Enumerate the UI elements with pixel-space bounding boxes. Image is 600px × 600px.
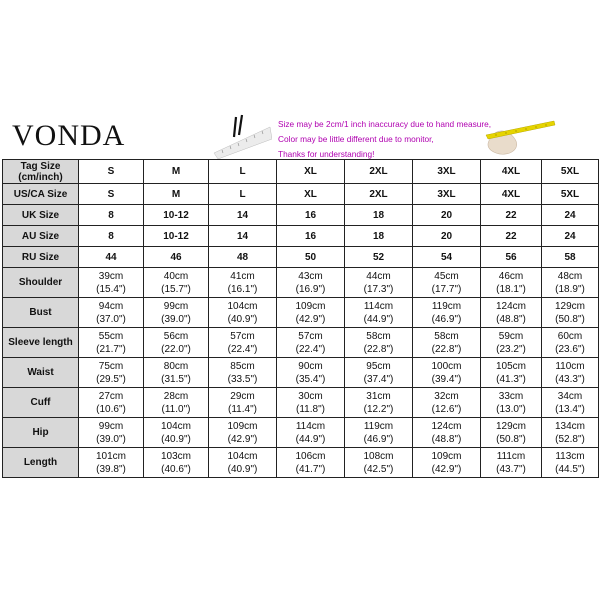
cm-value: 90cm [298, 360, 323, 372]
measuring-tape-icon [476, 115, 556, 159]
measurement-cell [209, 388, 277, 418]
row-label: Cuff [3, 388, 79, 418]
size-cell: L [209, 160, 277, 184]
measurement-cell [542, 328, 599, 358]
inch-value: (12.2") [363, 403, 394, 415]
measurement-cell [413, 418, 481, 448]
size-cell: 20 [413, 226, 481, 247]
cm-value: 28cm [163, 390, 189, 402]
size-cell: 48 [209, 247, 277, 268]
size-cell: 5XL [542, 160, 599, 184]
measurement-cell [79, 328, 144, 358]
measurement-row [3, 358, 599, 388]
cm-value: 124cm [431, 420, 462, 432]
cm-value: 95cm [366, 360, 391, 372]
size-cell: 10-12 [144, 205, 209, 226]
inch-value: (16.9") [295, 283, 326, 295]
size-cell: 24 [542, 226, 599, 247]
measurement-cell [481, 358, 542, 388]
cm-value: 48cm [557, 270, 583, 282]
cm-value: 129cm [495, 420, 526, 432]
size-cell: 20 [413, 205, 481, 226]
inch-value: (17.3") [363, 283, 394, 295]
cm-value: 134cm [554, 420, 585, 432]
inch-value: (44.5") [555, 463, 585, 475]
row-label: Bust [3, 298, 79, 328]
inch-value: (46.9") [431, 313, 462, 325]
inch-value: (13.4") [555, 403, 585, 415]
inch-value: (29.5") [96, 373, 126, 385]
measure-note [278, 117, 491, 162]
cm-value: 101cm [95, 450, 126, 462]
measurement-row [3, 328, 599, 358]
size-cell: 46 [144, 247, 209, 268]
inch-value: (48.8") [431, 433, 462, 445]
row-label: US/CA Size [3, 184, 79, 205]
note-line-2: Color may be little different due to monitor, [278, 134, 434, 144]
note-line-1: Size may be 2cm/1 inch inaccuracy due to hand measure, [278, 119, 492, 129]
inch-value: (33.5") [227, 373, 258, 385]
cm-value: 80cm [163, 360, 189, 372]
inch-value: (50.8") [496, 433, 526, 445]
size-cell: 4XL [481, 184, 542, 205]
size-cell: 4XL [481, 160, 542, 184]
inch-value: (40.9") [227, 463, 258, 475]
inch-value: (44.9") [363, 313, 394, 325]
inch-value: (44.9") [295, 433, 326, 445]
cm-value: 55cm [98, 330, 124, 342]
size-cell: 2XL [345, 160, 413, 184]
size-cell: 5XL [542, 184, 599, 205]
inch-value: (11.0") [161, 403, 191, 415]
measurement-cell [209, 268, 277, 298]
cm-value: 119cm [431, 300, 462, 312]
measurement-cell [79, 418, 144, 448]
cm-value: 59cm [498, 330, 524, 342]
cm-value: 27cm [98, 390, 124, 402]
size-cell: 52 [345, 247, 413, 268]
inch-value: (40.6") [161, 463, 191, 475]
cm-value: 124cm [495, 300, 526, 312]
measurement-cell [413, 388, 481, 418]
measurement-row [3, 448, 599, 478]
cm-value: 108cm [363, 450, 394, 462]
cm-value: 29cm [230, 390, 255, 402]
inch-value: (48.8") [496, 313, 526, 325]
measurement-cell [413, 298, 481, 328]
measurement-cell [277, 268, 345, 298]
row-label: Tag Size (cm/inch) [3, 160, 79, 184]
measurement-cell [542, 448, 599, 478]
size-chart [0, 113, 600, 489]
measurement-cell [79, 268, 144, 298]
measurement-cell [144, 448, 209, 478]
inch-value: (43.7") [496, 463, 526, 475]
row-label: Hip [3, 418, 79, 448]
cm-value: 45cm [434, 270, 459, 282]
cm-value: 104cm [160, 420, 191, 432]
row-label: Length [3, 448, 79, 478]
size-cell: 56 [481, 247, 542, 268]
cm-value: 104cm [227, 300, 258, 312]
size-row [3, 184, 599, 205]
measure-table-body [3, 268, 599, 478]
inch-value: (41.3") [496, 373, 526, 385]
size-row [3, 205, 599, 226]
measurement-cell [481, 388, 542, 418]
size-cell: S [79, 184, 144, 205]
brand-logo: VONDA [12, 119, 126, 152]
measurement-cell [542, 268, 599, 298]
measurement-cell [209, 358, 277, 388]
measurement-cell [144, 358, 209, 388]
inch-value: (40.9") [161, 433, 191, 445]
measurement-cell [481, 418, 542, 448]
measurement-cell [79, 448, 144, 478]
size-cell: 22 [481, 226, 542, 247]
cm-value: 129cm [554, 300, 585, 312]
cm-value: 99cm [163, 300, 189, 312]
cm-value: 30cm [298, 390, 323, 402]
size-cell: 54 [413, 247, 481, 268]
inch-value: (22.0") [161, 343, 191, 355]
measurement-cell [413, 328, 481, 358]
size-table [2, 159, 599, 478]
measurement-cell [79, 388, 144, 418]
inch-value: (37.4") [363, 373, 394, 385]
size-cell: 22 [481, 205, 542, 226]
size-cell: 16 [277, 226, 345, 247]
inch-value: (23.2") [496, 343, 526, 355]
inch-value: (41.7") [295, 463, 326, 475]
measurement-cell [277, 328, 345, 358]
inch-value: (50.8") [555, 313, 585, 325]
cm-value: 111cm [496, 450, 526, 462]
size-cell: S [79, 160, 144, 184]
inch-value: (11.8") [296, 403, 325, 415]
measurement-cell [345, 448, 413, 478]
inch-value: (22.8") [363, 343, 394, 355]
inch-value: (13.0") [496, 403, 526, 415]
size-cell: 3XL [413, 184, 481, 205]
inch-value: (15.4") [96, 283, 126, 295]
inch-value: (15.7") [161, 283, 191, 295]
measurement-cell [209, 418, 277, 448]
row-label: UK Size [3, 205, 79, 226]
measurement-cell [209, 328, 277, 358]
measurement-cell [277, 418, 345, 448]
inch-value: (21.7") [96, 343, 126, 355]
inch-value: (22.4") [227, 343, 258, 355]
measurement-cell [345, 418, 413, 448]
inch-value: (42.5") [363, 463, 394, 475]
measurement-cell [144, 418, 209, 448]
inch-value: (16.1") [227, 283, 258, 295]
measurement-cell [345, 388, 413, 418]
measurement-cell [413, 268, 481, 298]
size-cell: XL [277, 184, 345, 205]
measurement-cell [345, 328, 413, 358]
cm-value: 100cm [431, 360, 462, 372]
cm-value: 43cm [298, 270, 323, 282]
inch-value: (39.8") [96, 463, 126, 475]
row-label: Shoulder [3, 268, 79, 298]
cm-value: 31cm [366, 390, 391, 402]
measurement-row [3, 418, 599, 448]
cm-value: 58cm [366, 330, 391, 342]
inch-value: (46.9") [363, 433, 394, 445]
measurement-cell [79, 298, 144, 328]
cm-value: 34cm [557, 390, 583, 402]
size-cell: XL [277, 160, 345, 184]
cm-value: 46cm [498, 270, 524, 282]
size-cell: 2XL [345, 184, 413, 205]
cm-value: 109cm [227, 420, 258, 432]
inch-value: (22.4") [295, 343, 326, 355]
measurement-cell [345, 298, 413, 328]
measurement-cell [277, 448, 345, 478]
cm-value: 110cm [555, 360, 585, 372]
size-cell: 58 [542, 247, 599, 268]
inch-value: (43.3") [555, 373, 585, 385]
measurement-cell [413, 448, 481, 478]
measurement-cell [481, 298, 542, 328]
inch-value: (40.9") [227, 313, 258, 325]
inch-value: (17.7") [431, 283, 462, 295]
measurement-cell [481, 268, 542, 298]
inch-value: (37.0") [96, 313, 126, 325]
cm-value: 75cm [98, 360, 124, 372]
size-cell: 50 [277, 247, 345, 268]
chart-header [0, 113, 600, 159]
cm-value: 119cm [363, 420, 394, 432]
measurement-cell [144, 298, 209, 328]
inch-value: (12.6") [431, 403, 462, 415]
size-cell: 10-12 [144, 226, 209, 247]
inch-value: (35.4") [295, 373, 326, 385]
size-table-body [3, 160, 599, 268]
measurement-cell [277, 358, 345, 388]
measurement-cell [144, 328, 209, 358]
measurement-cell [144, 268, 209, 298]
inch-value: (22.8") [431, 343, 462, 355]
cm-value: 57cm [230, 330, 255, 342]
measurement-cell [209, 448, 277, 478]
cm-value: 85cm [230, 360, 255, 372]
inch-value: (39.4") [431, 373, 462, 385]
size-cell: 14 [209, 205, 277, 226]
cm-value: 113cm [555, 450, 585, 462]
measurement-cell [345, 358, 413, 388]
cm-value: 41cm [230, 270, 255, 282]
row-label: AU Size [3, 226, 79, 247]
inch-value: (18.1") [496, 283, 526, 295]
size-cell: L [209, 184, 277, 205]
cm-value: 40cm [163, 270, 189, 282]
cm-value: 106cm [295, 450, 326, 462]
cm-value: 94cm [98, 300, 124, 312]
inch-value: (39.0") [96, 433, 126, 445]
cm-value: 33cm [498, 390, 524, 402]
row-label: Sleeve length [3, 328, 79, 358]
measurement-cell [481, 328, 542, 358]
size-cell: 8 [79, 226, 144, 247]
measurement-cell [277, 298, 345, 328]
measurement-cell [542, 358, 599, 388]
inch-value: (42.9") [227, 433, 258, 445]
ruler-icon [212, 113, 272, 159]
cm-value: 58cm [434, 330, 459, 342]
inch-value: (23.6") [555, 343, 585, 355]
measurement-cell [481, 448, 542, 478]
size-row [3, 247, 599, 268]
size-cell: 3XL [413, 160, 481, 184]
inch-value: (11.4") [228, 403, 257, 415]
cm-value: 60cm [557, 330, 583, 342]
cm-value: 104cm [227, 450, 258, 462]
size-cell: 18 [345, 205, 413, 226]
row-label: Waist [3, 358, 79, 388]
row-label: RU Size [3, 247, 79, 268]
measurement-row [3, 298, 599, 328]
inch-value: (31.5") [161, 373, 191, 385]
size-cell: M [144, 184, 209, 205]
inch-value: (42.9") [431, 463, 462, 475]
inch-value: (42.9") [295, 313, 326, 325]
cm-value: 114cm [363, 300, 394, 312]
measurement-row [3, 388, 599, 418]
size-cell: 24 [542, 205, 599, 226]
cm-value: 103cm [160, 450, 191, 462]
inch-value: (39.0") [161, 313, 191, 325]
cm-value: 32cm [434, 390, 459, 402]
inch-value: (18.9") [555, 283, 585, 295]
cm-value: 57cm [298, 330, 323, 342]
measurement-row [3, 268, 599, 298]
measurement-cell [209, 298, 277, 328]
inch-value: (10.6") [96, 403, 126, 415]
size-cell: 18 [345, 226, 413, 247]
measurement-cell [144, 388, 209, 418]
cm-value: 39cm [98, 270, 124, 282]
size-cell: 16 [277, 205, 345, 226]
note-line-3: Thanks for understanding! [278, 149, 375, 159]
cm-value: 105cm [495, 360, 526, 372]
size-row [3, 160, 599, 184]
size-cell: 44 [79, 247, 144, 268]
size-cell: 8 [79, 205, 144, 226]
size-row [3, 226, 599, 247]
measurement-cell [542, 418, 599, 448]
cm-value: 109cm [431, 450, 462, 462]
measurement-cell [345, 268, 413, 298]
cm-value: 99cm [98, 420, 124, 432]
measurement-cell [542, 388, 599, 418]
cm-value: 44cm [366, 270, 391, 282]
size-cell: M [144, 160, 209, 184]
inch-value: (52.8") [555, 433, 585, 445]
cm-value: 56cm [163, 330, 189, 342]
cm-value: 114cm [295, 420, 326, 432]
cm-value: 109cm [295, 300, 326, 312]
size-cell: 14 [209, 226, 277, 247]
measurement-cell [542, 298, 599, 328]
measurement-cell [79, 358, 144, 388]
measurement-cell [413, 358, 481, 388]
measurement-cell [277, 388, 345, 418]
